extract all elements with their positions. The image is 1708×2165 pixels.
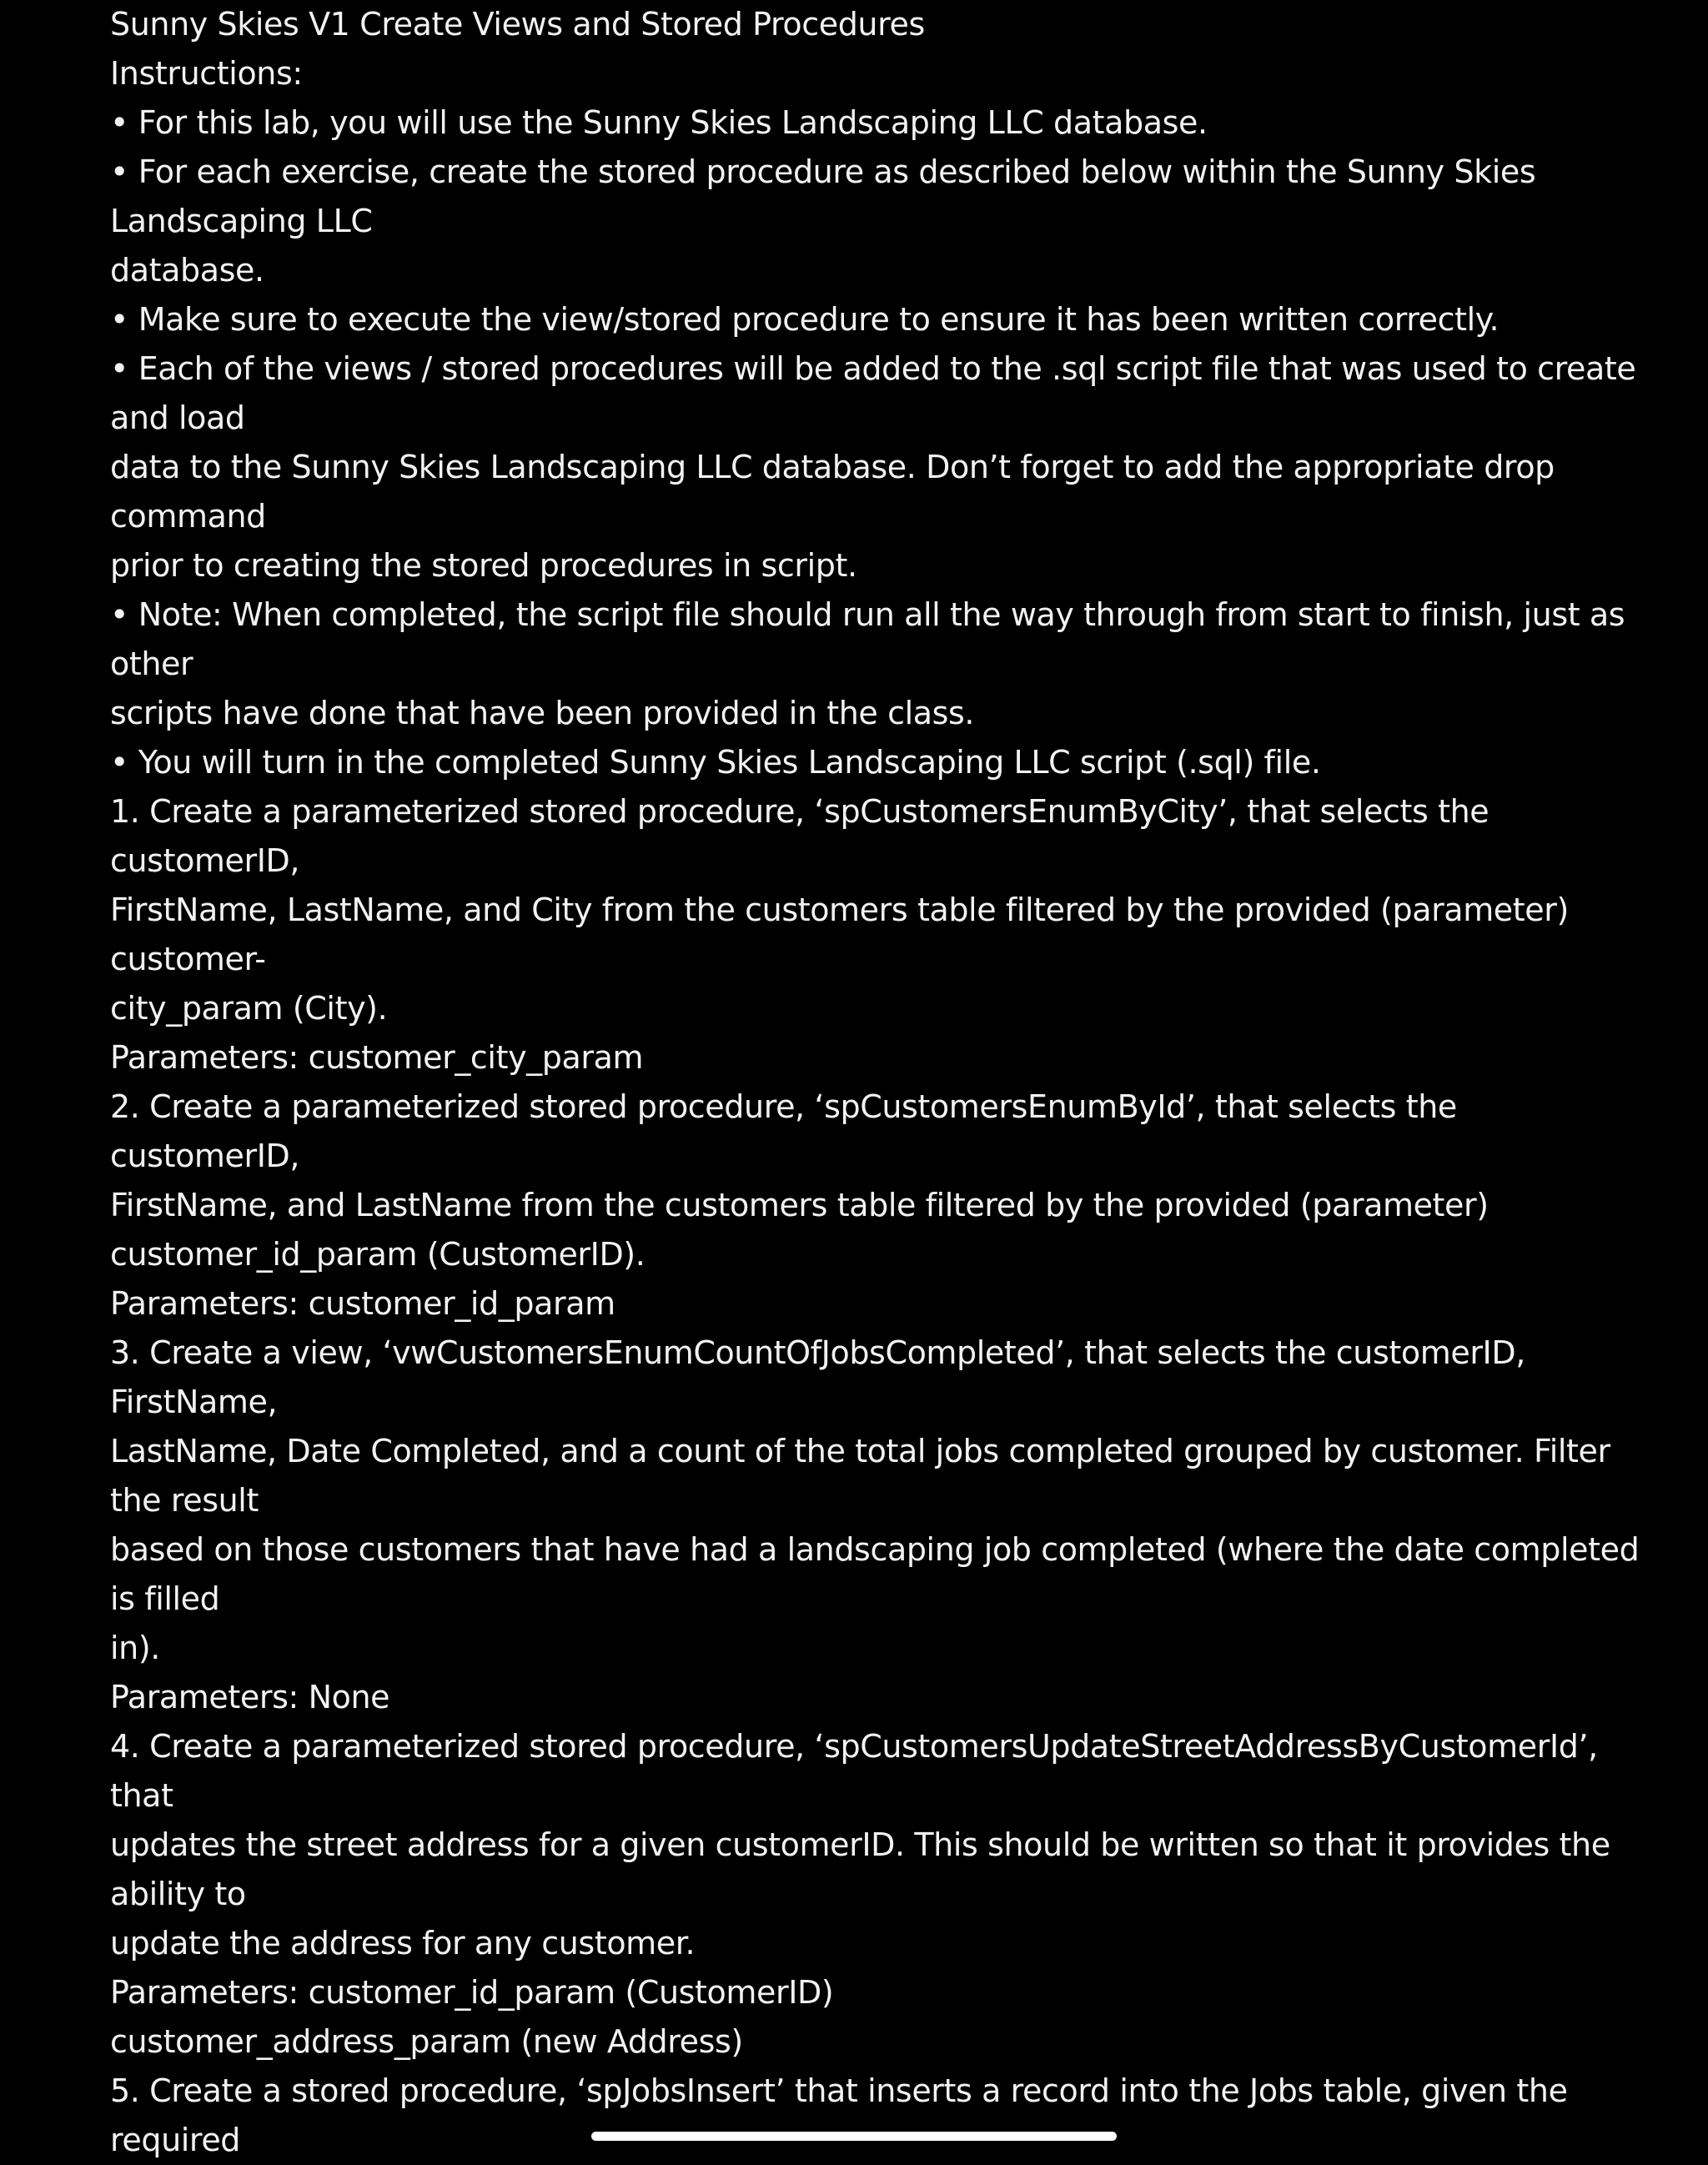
- text-line: required: [110, 2122, 241, 2158]
- text-line: Parameters: customer_city_param: [110, 1039, 644, 1076]
- text-line: is filled: [110, 1580, 220, 1617]
- text-line: customerID,: [110, 1138, 300, 1174]
- text-line: ability to: [110, 1876, 246, 1912]
- text-line: • Note: When completed, the script file should run all the way through from start to finish, just as: [110, 596, 1625, 633]
- text-line: city_param (City).: [110, 990, 388, 1027]
- text-line: 4. Create a parameterized stored procedure, ‘spCustomersUpdateStreetAddressByCustomerId’,: [110, 1728, 1598, 1765]
- text-line: 3. Create a view, ‘vwCustomersEnumCountOfJobsCompleted’, that selects the customerID,: [110, 1334, 1525, 1371]
- text-line: data to the Sunny Skies Landscaping LLC database. Don’t forget to add the appropriate drop: [110, 449, 1555, 485]
- text-line: FirstName, LastName, and City from the customers table filtered by the provided (parameter): [110, 892, 1569, 928]
- text-line: in).: [110, 1630, 160, 1666]
- instructions-heading: Instructions:: [110, 55, 303, 92]
- text-line: 1. Create a parameterized stored procedure, ‘spCustomersEnumByCity’, that selects the: [110, 793, 1489, 830]
- text-line: FirstName, and LastName from the customers table filtered by the provided (parameter): [110, 1187, 1489, 1223]
- document-text: [110, 0, 1645, 2165]
- text-line: Parameters: customer_id_param (CustomerID): [110, 1974, 834, 2011]
- text-line: • For each exercise, create the stored procedure as described below within the Sunny Skies: [110, 153, 1536, 190]
- text-line: • Each of the views / stored procedures will be added to the .sql script file that was used to create: [110, 350, 1636, 387]
- text-line: database.: [110, 252, 264, 289]
- text-line: Parameters: customer_id_param: [110, 1285, 615, 1322]
- text-line: command: [110, 498, 266, 535]
- document-title: Sunny Skies V1 Create Views and Stored Procedures: [110, 6, 925, 43]
- text-line: update the address for any customer.: [110, 1925, 696, 1962]
- text-line: customer_id_param (CustomerID).: [110, 1236, 646, 1273]
- text-line: • For this lab, you will use the Sunny Skies Landscaping LLC database.: [110, 104, 1208, 141]
- text-line: • Make sure to execute the view/stored procedure to ensure it has been written correctly.: [110, 301, 1500, 338]
- text-line: Parameters: None: [110, 1679, 390, 1715]
- text-line: FirstName,: [110, 1384, 278, 1420]
- text-line: 5. Create a stored procedure, ‘spJobsInsert’ that inserts a record into the Jobs table, given the: [110, 2072, 1568, 2109]
- text-line: updates the street address for a given customerID. This should be written so that it provides the: [110, 1826, 1610, 1863]
- text-line: LastName, Date Completed, and a count of the total jobs completed grouped by customer. Filter: [110, 1433, 1610, 1469]
- text-line: other: [110, 645, 193, 682]
- text-line: based on those customers that have had a landscaping job completed (where the date completed: [110, 1531, 1640, 1568]
- text-line: and load: [110, 399, 245, 436]
- text-line: customer-: [110, 941, 266, 977]
- text-line: • You will turn in the completed Sunny Skies Landscaping LLC script (.sql) file.: [110, 744, 1321, 781]
- text-line: Landscaping LLC: [110, 203, 373, 239]
- text-line: scripts have done that have been provided in the class.: [110, 695, 975, 731]
- text-line: customerID,: [110, 842, 300, 879]
- home-indicator-bar[interactable]: [591, 2132, 1117, 2141]
- text-line: customer_address_param (new Address): [110, 2023, 743, 2060]
- text-line: prior to creating the stored procedures in script.: [110, 547, 857, 584]
- text-line: that: [110, 1777, 173, 1814]
- text-line: the result: [110, 1482, 259, 1519]
- text-line: 2. Create a parameterized stored procedure, ‘spCustomersEnumById’, that selects the: [110, 1088, 1457, 1125]
